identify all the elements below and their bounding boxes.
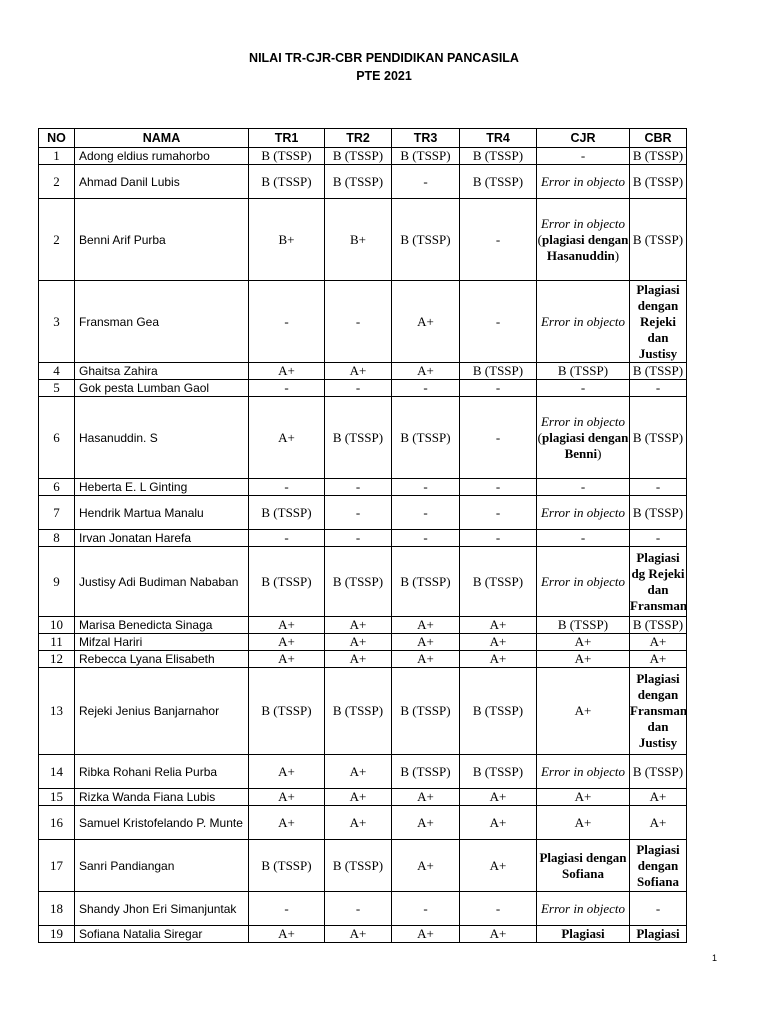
- cell-cbr: [630, 755, 687, 789]
- cell-cbr: [630, 479, 687, 496]
- cell-cjr: [537, 380, 630, 397]
- table-row: [39, 496, 687, 530]
- cell-cjr: [537, 199, 630, 281]
- cell-nama: Hasanuddin. S: [75, 397, 249, 479]
- cell-cbr: [630, 363, 687, 380]
- cbr-text: Plagiasi dg Rejeki dan Fransman: [630, 549, 688, 613]
- cell-cjr: [537, 530, 630, 547]
- cjr-text: plagiasi dengan Benni: [542, 429, 629, 461]
- cell-nama: Shandy Jhon Eri Simanjuntak: [75, 892, 249, 926]
- cell-tr3: -: [392, 530, 460, 547]
- cell-tr3: B (TSSP): [392, 148, 460, 165]
- cell-nama: Adong eldius rumahorbo: [75, 148, 249, 165]
- cell-cbr: [630, 397, 687, 479]
- cell-no: 10: [39, 617, 75, 634]
- cbr-text: B (TSSP): [632, 617, 684, 632]
- cell-cjr: [537, 148, 630, 165]
- cell-tr1: -: [249, 380, 325, 397]
- cell-tr1: A+: [249, 806, 325, 840]
- cjr-text: -: [580, 380, 586, 395]
- table-row: [39, 668, 687, 755]
- column-header-tr2: TR2: [325, 129, 392, 148]
- cell-no: 6: [39, 397, 75, 479]
- cbr-text: Plagiasi: [636, 926, 680, 941]
- cell-cjr: [537, 634, 630, 651]
- cell-tr1: A+: [249, 634, 325, 651]
- grades-table: [38, 128, 687, 943]
- cell-cbr: [630, 668, 687, 755]
- cell-nama: Ribka Rohani Relia Purba: [75, 755, 249, 789]
- cjr-text: Plagiasi dengan Sofiana: [539, 849, 627, 881]
- cjr-text: -: [580, 148, 586, 163]
- cell-no: 2: [39, 165, 75, 199]
- cell-nama: Sofiana Natalia Siregar: [75, 926, 249, 943]
- document-subtitle: PTE 2021: [356, 69, 412, 83]
- column-header-cjr: CJR: [537, 129, 630, 148]
- cell-nama: Sanri Pandiangan: [75, 840, 249, 892]
- cell-tr2: A+: [325, 926, 392, 943]
- cell-tr4: -: [460, 199, 537, 281]
- cell-no: 19: [39, 926, 75, 943]
- cell-tr2: B (TSSP): [325, 668, 392, 755]
- cell-tr1: -: [249, 892, 325, 926]
- cell-tr1: B (TSSP): [249, 547, 325, 617]
- column-header-nama: NAMA: [75, 129, 249, 148]
- document-title: NILAI TR-CJR-CBR PENDIDIKAN PANCASILA: [249, 51, 519, 65]
- cell-tr2: A+: [325, 755, 392, 789]
- cell-tr1: B+: [249, 199, 325, 281]
- cell-no: 2: [39, 199, 75, 281]
- table-row: [39, 281, 687, 363]
- table-row: [39, 363, 687, 380]
- table-row: [39, 926, 687, 943]
- cell-cjr: [537, 840, 630, 892]
- cell-nama: Ghaitsa Zahira: [75, 363, 249, 380]
- cell-tr4: -: [460, 530, 537, 547]
- cell-tr2: B (TSSP): [325, 397, 392, 479]
- cell-cbr: [630, 530, 687, 547]
- cell-tr2: B (TSSP): [325, 148, 392, 165]
- cell-tr4: A+: [460, 617, 537, 634]
- cell-nama: Mifzal Hariri: [75, 634, 249, 651]
- table-row: [39, 806, 687, 840]
- cell-tr1: A+: [249, 926, 325, 943]
- cell-cjr: [537, 281, 630, 363]
- table-row: [39, 479, 687, 496]
- cell-tr2: -: [325, 281, 392, 363]
- table-row: [39, 617, 687, 634]
- cell-nama: Ahmad Danil Lubis: [75, 165, 249, 199]
- cjr-text: -: [580, 479, 586, 494]
- table-row: [39, 651, 687, 668]
- cell-nama: Samuel Kristofelando P. Munte: [75, 806, 249, 840]
- cell-no: 17: [39, 840, 75, 892]
- cbr-text: B (TSSP): [632, 363, 684, 378]
- cell-cbr: [630, 148, 687, 165]
- cell-tr2: B (TSSP): [325, 165, 392, 199]
- cell-tr3: -: [392, 496, 460, 530]
- cjr-text: Error in objecto: [540, 173, 625, 189]
- cell-tr1: B (TSSP): [249, 496, 325, 530]
- cell-tr3: A+: [392, 281, 460, 363]
- table-row: [39, 634, 687, 651]
- column-header-no: NO: [39, 129, 75, 148]
- cell-tr1: A+: [249, 617, 325, 634]
- cell-tr1: A+: [249, 755, 325, 789]
- cell-tr2: A+: [325, 617, 392, 634]
- cell-cjr: [537, 165, 630, 199]
- cell-nama: Fransman Gea: [75, 281, 249, 363]
- cell-no: 6: [39, 479, 75, 496]
- cell-tr3: B (TSSP): [392, 755, 460, 789]
- cjr-text: Error in objecto: [540, 313, 625, 329]
- cell-tr3: A+: [392, 806, 460, 840]
- cell-cbr: [630, 617, 687, 634]
- cjr-text: Error in objecto: [540, 573, 625, 589]
- cell-tr4: A+: [460, 806, 537, 840]
- cell-tr1: B (TSSP): [249, 840, 325, 892]
- cbr-text: A+: [649, 634, 667, 649]
- cell-cbr: [630, 199, 687, 281]
- cell-nama: Rejeki Jenius Banjarnahor: [75, 668, 249, 755]
- cell-tr3: -: [392, 380, 460, 397]
- cell-nama: Heberta E. L Ginting: [75, 479, 249, 496]
- cell-tr1: A+: [249, 363, 325, 380]
- cbr-text: -: [655, 530, 661, 545]
- cbr-text: B (TSSP): [632, 504, 684, 520]
- cell-tr3: B (TSSP): [392, 668, 460, 755]
- cjr-text: Error in objecto: [540, 504, 625, 520]
- cell-tr3: A+: [392, 651, 460, 668]
- cell-cbr: [630, 926, 687, 943]
- cell-tr1: A+: [249, 789, 325, 806]
- cjr-text: A+: [574, 651, 592, 666]
- cell-tr3: -: [392, 479, 460, 496]
- cell-no: 13: [39, 668, 75, 755]
- cell-nama: Irvan Jonatan Harefa: [75, 530, 249, 547]
- cell-no: 5: [39, 380, 75, 397]
- cell-tr1: -: [249, 479, 325, 496]
- cell-cjr: [537, 806, 630, 840]
- cell-nama: Gok pesta Lumban Gaol: [75, 380, 249, 397]
- cell-no: 8: [39, 530, 75, 547]
- cell-tr2: B (TSSP): [325, 547, 392, 617]
- cell-tr3: A+: [392, 363, 460, 380]
- cell-nama: Hendrik Martua Manalu: [75, 496, 249, 530]
- cbr-text: B (TSSP): [632, 429, 684, 445]
- cell-cbr: [630, 840, 687, 892]
- cbr-text: Plagiasi dengan Fransman dan Justisy: [630, 671, 688, 750]
- cell-tr2: A+: [325, 806, 392, 840]
- cell-tr1: B (TSSP): [249, 148, 325, 165]
- cell-tr1: B (TSSP): [249, 668, 325, 755]
- cell-tr4: -: [460, 479, 537, 496]
- cell-nama: Benni Arif Purba: [75, 199, 249, 281]
- cbr-text: Plagiasi dengan Rejeki dan Justisy: [636, 281, 680, 361]
- cell-tr4: -: [460, 281, 537, 363]
- cell-tr2: B (TSSP): [325, 840, 392, 892]
- cbr-text: A+: [649, 789, 667, 804]
- table-row: [39, 148, 687, 165]
- table-row: [39, 892, 687, 926]
- cjr-text: Error in objecto: [540, 413, 625, 429]
- cell-tr3: -: [392, 892, 460, 926]
- cell-tr2: -: [325, 530, 392, 547]
- cbr-text: B (TSSP): [632, 763, 684, 779]
- cell-cbr: [630, 806, 687, 840]
- cell-tr1: B (TSSP): [249, 165, 325, 199]
- cell-cbr: [630, 651, 687, 668]
- cjr-text: Plagiasi: [561, 926, 605, 941]
- cell-no: 1: [39, 148, 75, 165]
- cell-tr2: A+: [325, 651, 392, 668]
- cell-tr2: B+: [325, 199, 392, 281]
- cell-tr4: -: [460, 397, 537, 479]
- cell-tr4: A+: [460, 634, 537, 651]
- cell-tr1: -: [249, 281, 325, 363]
- cell-tr3: -: [392, 165, 460, 199]
- cell-tr4: A+: [460, 926, 537, 943]
- cell-no: 4: [39, 363, 75, 380]
- cell-no: 12: [39, 651, 75, 668]
- cell-no: 18: [39, 892, 75, 926]
- cbr-text: B (TSSP): [632, 231, 684, 247]
- cjr-text: B (TSSP): [557, 363, 609, 378]
- cell-cbr: [630, 789, 687, 806]
- cell-tr2: -: [325, 479, 392, 496]
- cell-tr3: A+: [392, 634, 460, 651]
- cjr-text: A+: [574, 814, 592, 830]
- cjr-text: A+: [574, 703, 592, 718]
- table-row: [39, 840, 687, 892]
- cjr-text: A+: [574, 634, 592, 649]
- cell-cbr: [630, 281, 687, 363]
- cbr-text: Plagiasi dengan Sofiana: [636, 841, 680, 889]
- table-row: [39, 199, 687, 281]
- cjr-text: Error in objecto: [540, 900, 625, 916]
- cell-cjr: [537, 789, 630, 806]
- cell-tr4: B (TSSP): [460, 547, 537, 617]
- cbr-text: B (TSSP): [632, 173, 684, 189]
- table-row: [39, 789, 687, 806]
- cell-nama: Rebecca Lyana Elisabeth: [75, 651, 249, 668]
- cell-tr4: A+: [460, 840, 537, 892]
- cell-nama: Rizka Wanda Fiana Lubis: [75, 789, 249, 806]
- cell-nama: Justisy Adi Budiman Nababan: [75, 547, 249, 617]
- cell-no: 9: [39, 547, 75, 617]
- cell-cjr: [537, 617, 630, 634]
- cell-tr1: A+: [249, 651, 325, 668]
- page-number: 1: [712, 953, 718, 963]
- cbr-text: -: [655, 479, 661, 494]
- table-row: [39, 755, 687, 789]
- cell-tr2: A+: [325, 363, 392, 380]
- cell-tr3: B (TSSP): [392, 397, 460, 479]
- cell-tr4: B (TSSP): [460, 668, 537, 755]
- table-row: [39, 530, 687, 547]
- column-header-tr3: TR3: [392, 129, 460, 148]
- cell-tr2: A+: [325, 634, 392, 651]
- cell-tr4: A+: [460, 789, 537, 806]
- cell-tr1: -: [249, 530, 325, 547]
- cell-tr4: B (TSSP): [460, 165, 537, 199]
- cjr-text: plagiasi dengan Hasanuddin: [542, 231, 629, 263]
- cjr-text: ): [597, 445, 602, 461]
- cell-cjr: [537, 668, 630, 755]
- cell-tr2: -: [325, 496, 392, 530]
- cell-no: 16: [39, 806, 75, 840]
- cell-tr4: -: [460, 496, 537, 530]
- column-header-tr4: TR4: [460, 129, 537, 148]
- cell-no: 3: [39, 281, 75, 363]
- cjr-text: -: [580, 530, 586, 545]
- cell-tr4: B (TSSP): [460, 755, 537, 789]
- cell-no: 15: [39, 789, 75, 806]
- cell-tr3: A+: [392, 840, 460, 892]
- cell-tr3: A+: [392, 789, 460, 806]
- table-row: [39, 380, 687, 397]
- table-header-row: [39, 129, 687, 148]
- cell-tr4: -: [460, 380, 537, 397]
- cjr-text: Error in objecto: [540, 215, 625, 231]
- cell-cjr: [537, 755, 630, 789]
- cell-cbr: [630, 165, 687, 199]
- cbr-text: -: [655, 380, 661, 395]
- cell-cjr: [537, 496, 630, 530]
- cjr-text: Error in objecto: [540, 763, 625, 779]
- cell-cbr: [630, 547, 687, 617]
- cell-cbr: [630, 634, 687, 651]
- cell-tr3: B (TSSP): [392, 199, 460, 281]
- cbr-text: B (TSSP): [632, 148, 684, 163]
- cjr-text: (: [537, 231, 542, 247]
- table-row: [39, 547, 687, 617]
- cbr-text: -: [655, 900, 661, 916]
- cbr-text: A+: [649, 814, 667, 830]
- cell-tr4: -: [460, 892, 537, 926]
- cell-tr3: B (TSSP): [392, 547, 460, 617]
- cell-cjr: [537, 892, 630, 926]
- cell-tr4: B (TSSP): [460, 148, 537, 165]
- column-header-cbr: CBR: [630, 129, 687, 148]
- cell-tr4: A+: [460, 651, 537, 668]
- cell-cbr: [630, 496, 687, 530]
- cjr-text: ): [614, 247, 620, 263]
- cell-cbr: [630, 380, 687, 397]
- cell-tr1: A+: [249, 397, 325, 479]
- cjr-text: A+: [574, 789, 592, 804]
- cell-cjr: [537, 926, 630, 943]
- cell-tr3: A+: [392, 617, 460, 634]
- cell-cjr: [537, 651, 630, 668]
- cell-tr2: -: [325, 380, 392, 397]
- cjr-text: (: [537, 429, 542, 445]
- cell-no: 7: [39, 496, 75, 530]
- cell-no: 14: [39, 755, 75, 789]
- cjr-text: B (TSSP): [557, 617, 609, 632]
- table-row: [39, 165, 687, 199]
- cell-tr2: A+: [325, 789, 392, 806]
- cbr-text: A+: [649, 651, 667, 666]
- column-header-tr1: TR1: [249, 129, 325, 148]
- cell-cjr: [537, 547, 630, 617]
- cell-tr3: A+: [392, 926, 460, 943]
- cell-tr2: -: [325, 892, 392, 926]
- cell-cjr: [537, 363, 630, 380]
- cell-nama: Marisa Benedicta Sinaga: [75, 617, 249, 634]
- cell-cjr: [537, 479, 630, 496]
- cell-cjr: [537, 397, 630, 479]
- cell-no: 11: [39, 634, 75, 651]
- cell-tr4: B (TSSP): [460, 363, 537, 380]
- cell-cbr: [630, 892, 687, 926]
- table-row: [39, 397, 687, 479]
